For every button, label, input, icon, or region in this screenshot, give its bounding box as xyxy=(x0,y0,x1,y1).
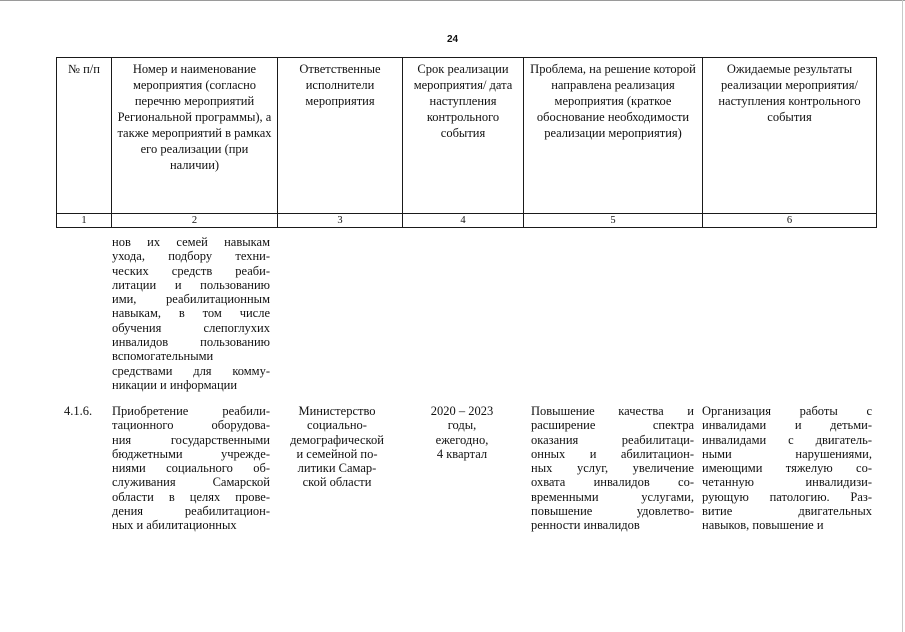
text-line: литации и пользованию xyxy=(112,277,270,292)
header-cell-executors: Ответственные исполнители мероприятия xyxy=(278,58,403,214)
text-line: ухода, подбору техни- xyxy=(112,249,270,264)
text-line: навыков, повышение и xyxy=(702,518,824,533)
text-line: тационного оборудова- xyxy=(112,418,270,433)
text-line: навыкам, в том числе xyxy=(112,306,270,321)
text-line: 4 квартал xyxy=(436,446,488,461)
text-line: охвата инвалидов со- xyxy=(531,475,694,490)
text-line: инвалидами с двигатель- xyxy=(702,432,872,447)
page-number: 24 xyxy=(446,34,459,45)
text-line: демографической xyxy=(290,432,384,447)
page-right-border xyxy=(902,0,903,632)
text-line: ческих средств реаби- xyxy=(112,263,270,278)
text-line: ных и абилитационных xyxy=(112,518,237,533)
text-line: повышение удовлетво- xyxy=(531,504,694,519)
column-number-row xyxy=(57,214,877,228)
header-row xyxy=(57,58,877,214)
column-number-cell: 4 xyxy=(403,214,524,228)
header-table xyxy=(56,57,877,228)
text-line: социально- xyxy=(307,418,367,433)
text-line: никации и информации xyxy=(112,377,238,392)
text-line: временными услугами, xyxy=(531,489,694,504)
text-line: ниями социального об- xyxy=(112,461,270,476)
text-line: области в целях прове- xyxy=(112,489,270,504)
text-line: служивания Самарской xyxy=(112,475,270,490)
text-line: годы, xyxy=(447,418,477,433)
text-line: ежегодно, xyxy=(435,432,489,447)
continuation-text xyxy=(112,235,270,392)
text-line: имеющими тяжелую со- xyxy=(702,461,872,476)
item-expected-result xyxy=(702,404,872,533)
header-cell-term: Срок реализации мероприятия/ дата наступления контрольного события xyxy=(403,58,524,214)
item-description xyxy=(112,404,270,533)
item-problem xyxy=(531,404,694,533)
text-line: литики Самар- xyxy=(297,461,377,476)
text-line: инвалидами и детьми- xyxy=(702,418,872,433)
text-line: бюджетными учрежде- xyxy=(112,446,270,461)
text-line: ных услуг, увеличение xyxy=(531,461,694,476)
text-line: витие двигательных xyxy=(702,504,872,519)
text-line: и семейной по- xyxy=(296,446,378,461)
text-line: расширение спектра xyxy=(531,418,694,433)
header-cell-number: № п/п xyxy=(57,58,112,214)
column-number-cell: 1 xyxy=(57,214,112,228)
page-top-border xyxy=(0,0,905,1)
text-line: вспомогательными xyxy=(112,349,214,364)
text-line: Повышение качества и xyxy=(531,404,694,418)
item-number: 4.1.6. xyxy=(64,404,93,418)
item-term xyxy=(404,404,520,461)
header-cell-problem: Проблема, на решение которой направлена реализация мероприятия (краткое обоснование необходимости реализации мероприятия) xyxy=(524,58,703,214)
text-line: рующую патологию. Раз- xyxy=(702,489,872,504)
text-line: ния государственными xyxy=(112,432,270,447)
column-number-cell: 3 xyxy=(278,214,403,228)
text-line: ими, реабилитационным xyxy=(112,292,270,307)
text-line: Организация работы с xyxy=(702,404,872,418)
header-cell-expected-results: Ожидаемые результаты реализации мероприятия/ наступления контрольного события xyxy=(703,58,877,214)
text-line: онных и абилитацион- xyxy=(531,446,694,461)
column-number-cell: 5 xyxy=(524,214,703,228)
text-line: нов их семей навыкам xyxy=(112,235,270,249)
text-line: обучения слепоглухих xyxy=(112,320,270,335)
text-line: инвалидов пользованию xyxy=(112,335,270,350)
text-line: ренности инвалидов xyxy=(531,518,640,533)
text-line: 2020 – 2023 xyxy=(430,404,494,418)
column-number-cell: 2 xyxy=(112,214,278,228)
column-number-cell: 6 xyxy=(703,214,877,228)
text-line: дения реабилитацион- xyxy=(112,504,270,519)
header-cell-event-name: Номер и наименование мероприятия (согласно перечню мероприятий Региональной программы), а также мероприятий в рамках его реализации (при наличии) xyxy=(112,58,278,214)
text-line: средствами для комму- xyxy=(112,363,270,378)
text-line: Приобретение реабили- xyxy=(112,404,270,418)
text-line: оказания реабилитаци- xyxy=(531,432,694,447)
text-line: Министерство xyxy=(298,404,376,418)
item-executors xyxy=(279,404,395,490)
text-line: ными нарушениями, xyxy=(702,446,872,461)
text-line: ской области xyxy=(302,475,372,490)
text-line: четанную инвалидизи- xyxy=(702,475,872,490)
